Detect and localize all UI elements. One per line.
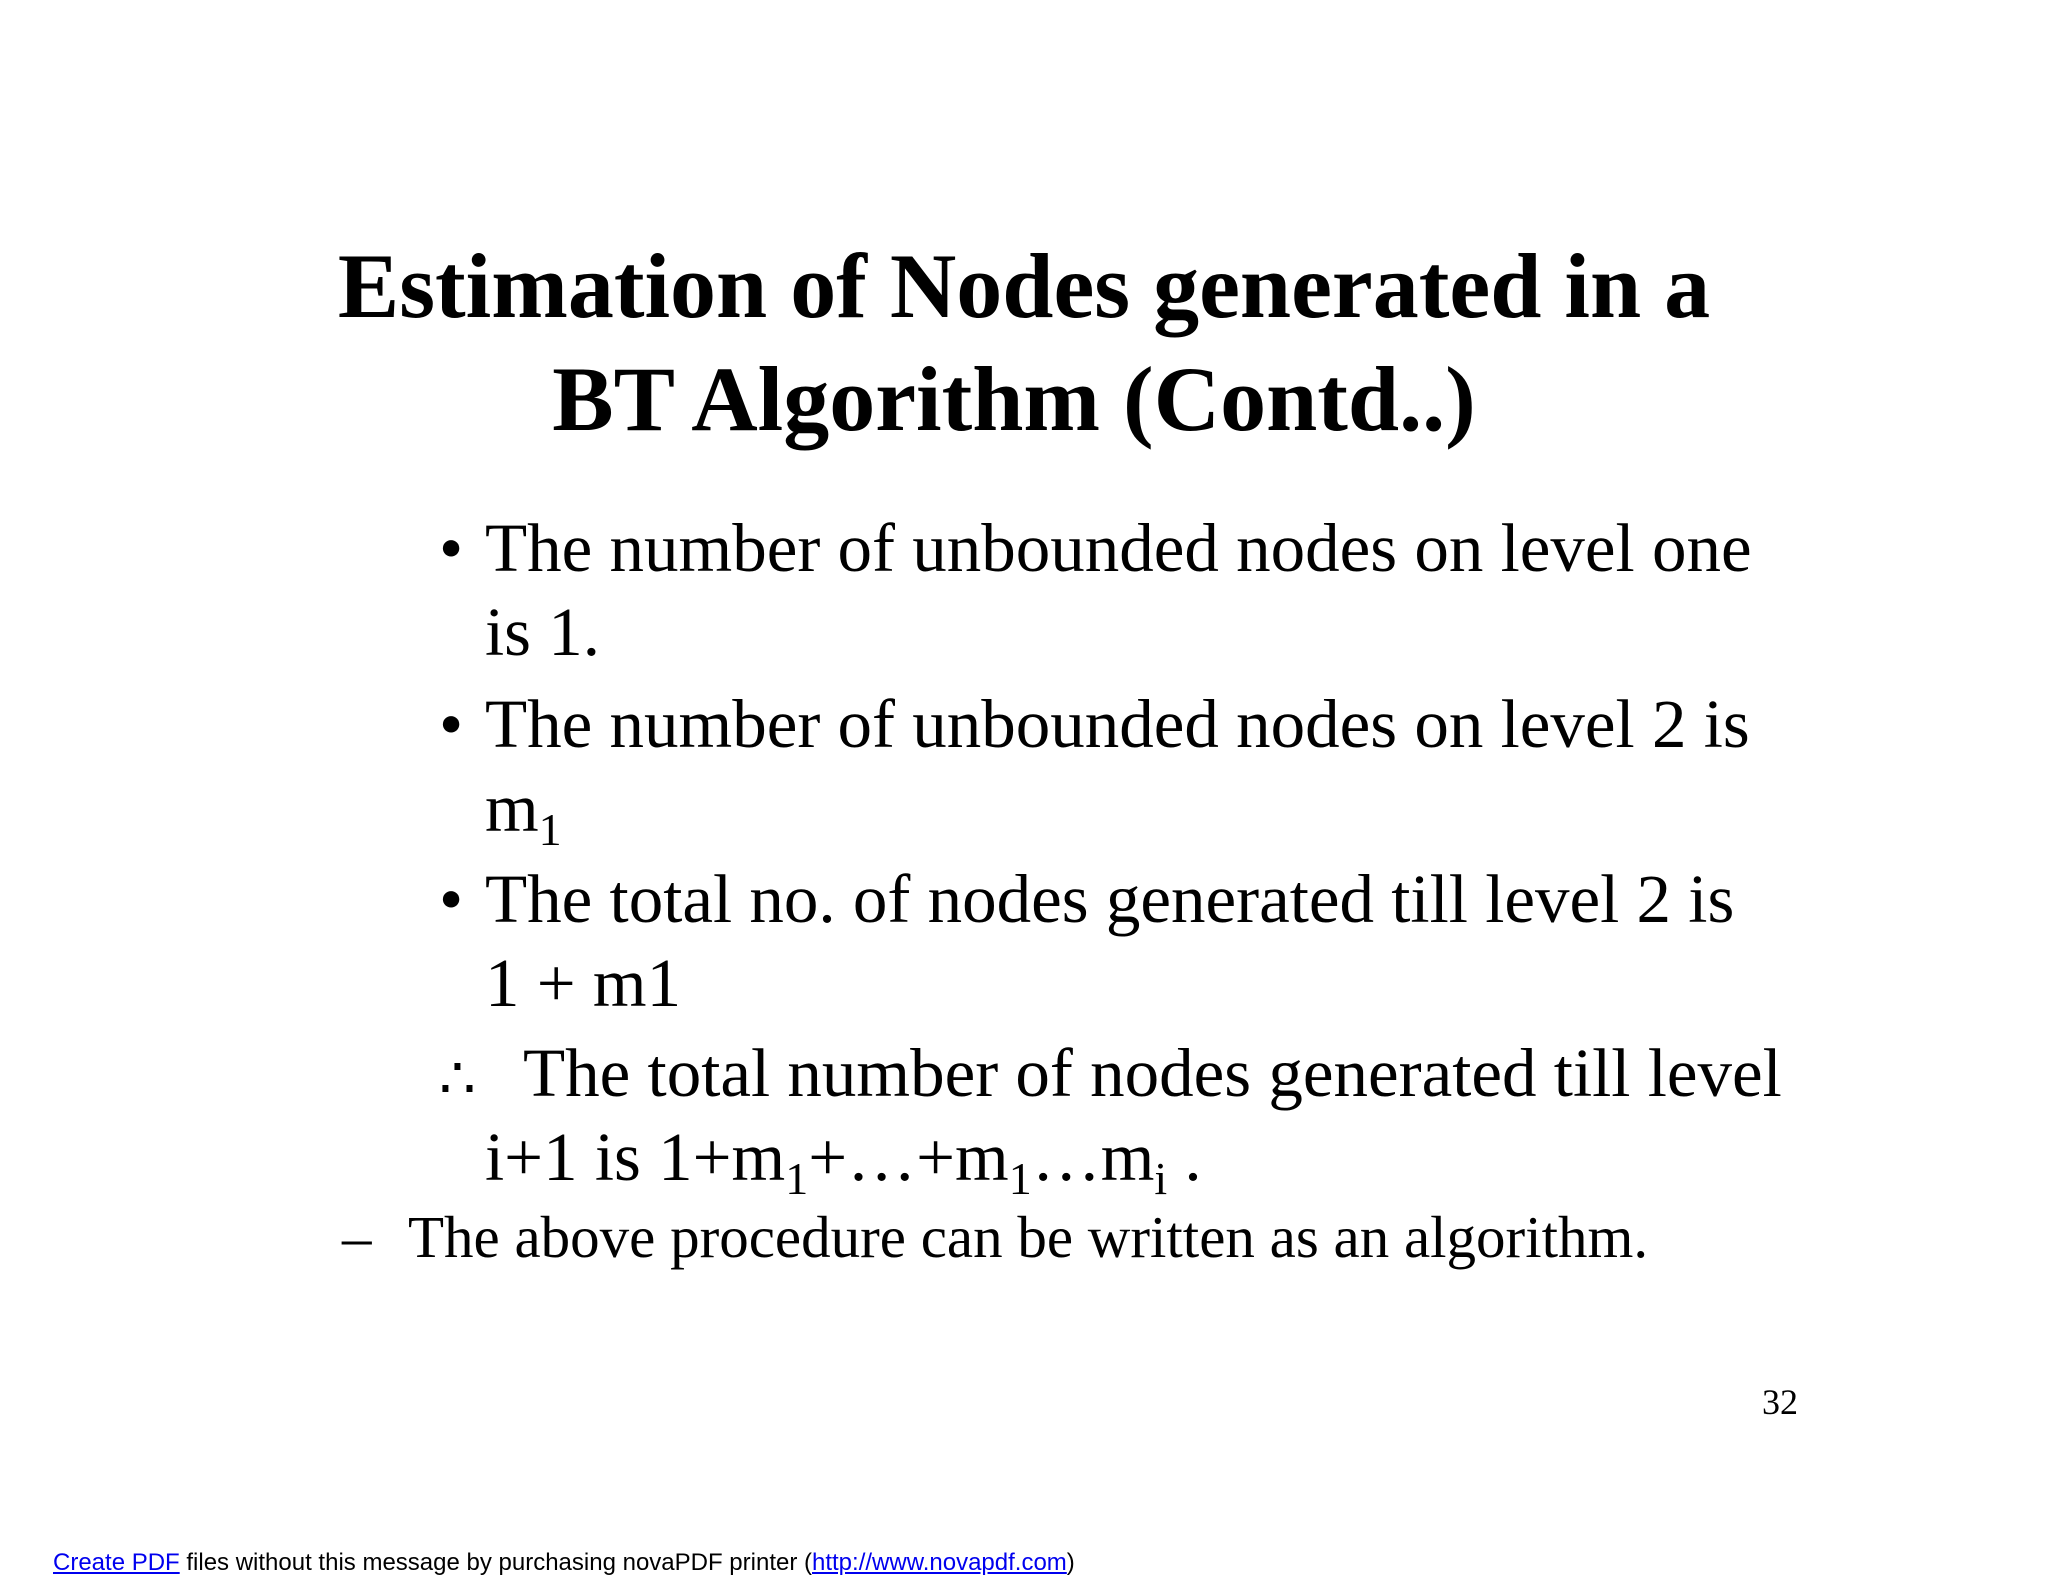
- footer-text: files without this message by purchasing novaPDF printer (: [179, 1549, 812, 1576]
- therefore-text-line: The total number of nodes generated till level: [523, 1035, 1782, 1111]
- slide-title-line-1: Estimation of Nodes generated in a: [337, 235, 1711, 337]
- slide-title-line-2: BT Algorithm (Contd..): [552, 348, 1476, 450]
- bullet-item: [439, 506, 1859, 674]
- math-text: i+1 is 1+m: [485, 1119, 786, 1195]
- bullet-marker: •: [439, 510, 464, 586]
- novapdf-link[interactable]: http://www.novapdf.com: [812, 1549, 1067, 1576]
- math-subscript: 1: [785, 1153, 809, 1204]
- math-text: …m: [1031, 1119, 1155, 1195]
- therefore-symbol: ∴: [439, 1046, 476, 1111]
- dash-item-text: The above procedure can be written as an algorithm.: [408, 1204, 1649, 1270]
- dash-item: [342, 1201, 1648, 1273]
- math-subscript: 1: [538, 804, 562, 855]
- bullet-marker: •: [439, 686, 464, 762]
- footer-watermark: [53, 1548, 1075, 1578]
- math-base: m: [485, 770, 539, 846]
- bullet-text-line: is 1.: [485, 594, 601, 670]
- bullet-marker: •: [439, 861, 464, 937]
- bullet-text: [439, 506, 1859, 674]
- bullet-text: [439, 682, 1859, 855]
- therefore-formula-line: [485, 1115, 1859, 1204]
- bullet-text-line: 1 + m1: [485, 945, 682, 1021]
- bullet-text-line: The number of unbounded nodes on level one: [485, 510, 1752, 586]
- bullet-text-line: [485, 766, 1859, 855]
- bullet-item: [439, 857, 1859, 1025]
- create-pdf-link[interactable]: Create PDF: [53, 1549, 180, 1576]
- therefore-text: [439, 1031, 1859, 1204]
- footer-text-end: ): [1066, 1549, 1075, 1576]
- page-number: 32: [1762, 1382, 1798, 1422]
- bullet-text-line: The total no. of nodes generated till level 2 is: [485, 861, 1735, 937]
- slide-title: [0, 230, 2048, 456]
- math-subscript: 1: [1008, 1153, 1032, 1204]
- bullet-text: [439, 857, 1859, 1025]
- math-text: +…+m: [808, 1119, 1009, 1195]
- bullet-item: [439, 682, 1859, 855]
- math-text: .: [1167, 1119, 1202, 1195]
- bullet-text-line: The number of unbounded nodes on level 2 is: [485, 686, 1750, 762]
- math-subscript: i: [1154, 1153, 1168, 1204]
- therefore-item: [439, 1031, 1859, 1204]
- dash-marker: –: [342, 1204, 372, 1270]
